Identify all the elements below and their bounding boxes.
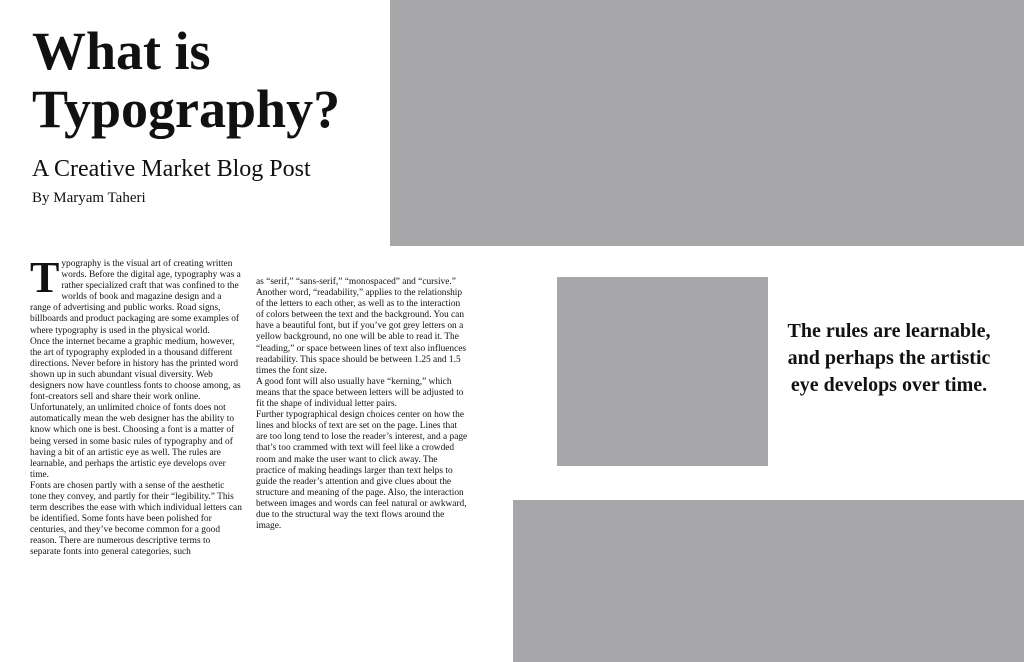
image-placeholder-middle [557,277,768,466]
drop-cap: T [30,253,60,302]
article-column-2 [256,277,468,532]
article-column-1 [30,253,242,559]
paragraph: Further typographical design choices center on how the lines and blocks of text are set on the page. Lines that are too long tend to lose the reader’s interest, and a page that’s too crammed with text will feel like a crowded room and make the user want to click away. The practice of making headings larger than text helps to guide the reader’s attention and give clues about the structure and meaning of the page. Also, the interaction between images and words can feel natural or awkward, due to the structural way the text flows around the image. [256,410,468,532]
author-byline: By Maryam Taheri [32,190,146,206]
paragraph: ypography is the visual art of creating written words. Before the digital age, typography was a rather specialized craft that was confined to the worlds of book and magazine design and a range of advertising and public works. Road signs, billboards and product packaging are some examples of where typography is used in the physical world. [30,259,241,336]
paragraph: as “serif,” “sans-serif,” “monospaced” and “cursive.” Another word, “readability,” applies to the relationship of the letters to each other, as well as to the interaction of colors between the text and the background. You can have a beautiful font, but if you’ve got grey letters on a yellow background, no one will be able to read it. The “leading,” or space between lines of text also influences readability. This space should be between 1.25 and 1.5 times the font size. [256,277,467,376]
paragraph: Fonts are chosen partly with a sense of the aesthetic tone they convey, and partly for their “legibility.” This term describes the ease with which individual letters can be identified. Some fonts have been polished for centuries, and they’ve become common for a good reason. There are numerous descriptive terms to separate fonts into general categories, such [30,480,242,558]
image-placeholder-bottom [513,500,1024,662]
paragraph: Unfortunately, an unlimited choice of fonts does not automatically mean the web designer has the ability to know which one is best. Choosing a font is a matter of being versed in some basic rules of typography and of having a bit of an artistic eye as well. The rules are learnable, and perhaps the artistic eye develops over time. [30,403,235,480]
paragraph: A good font will also usually have “kerning,” which means that the space between letters will be adjusted to fit the shape of individual letter pairs. [256,376,464,410]
page-title: What is Typography? [32,21,341,139]
page-subtitle: A Creative Market Blog Post [32,156,311,182]
image-placeholder-top [390,0,1024,246]
paragraph: Once the internet became a graphic medium, however, the art of typography exploded in a thousand different directions. Never before in history has the printed word shown up in such abundant visual diversity. Web designers now have countless fonts to choose among, as font-creators sell and share their work online. [30,336,241,403]
pull-quote: The rules are learnable, and perhaps the artistic eye develops over time. [787,320,991,396]
